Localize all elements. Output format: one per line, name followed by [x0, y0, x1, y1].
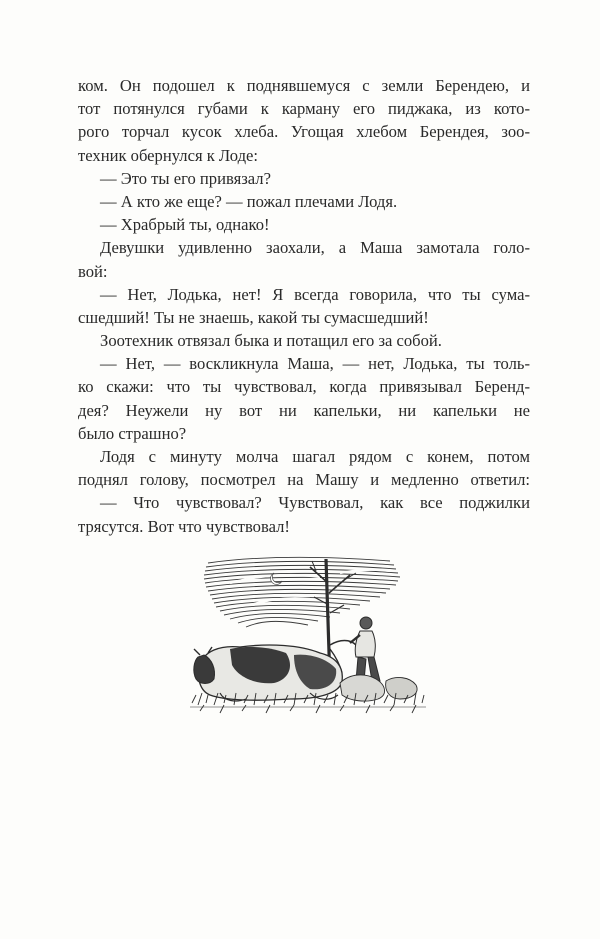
text-line: Зоотехник отвязал быка и потащил его за собой. [100, 331, 442, 351]
text-line: поднял голову, посмотрел на Машу и медленно ответил: [78, 470, 530, 490]
text-line: Девушки удивленно заохали, а Маша замотала голо- [100, 238, 530, 258]
text-line: Лодя с минуту молча шагал рядом с конем, потом [100, 447, 530, 466]
text-line: рого торчал кусок хлеба. Угощая хлебом Берендея, зоо- [78, 122, 530, 142]
dialogue-line: — Храбрый ты, однако! [100, 215, 270, 235]
dialogue-line: — Нет, Лодька, нет! Я всегда говорила, что ты сума- [100, 284, 530, 304]
dialogue-line: — Нет, — воскликнула Маша, — нет, Лодька, ты толь- [100, 354, 530, 374]
dialogue-line: — Что чувствовал? Чувствовал, как все поджилки [100, 493, 530, 513]
bull-illustration [190, 553, 426, 727]
text-line: вой: [78, 261, 108, 281]
text-line: тот потянулся губами к карману его пиджака, из кото- [78, 99, 530, 119]
text-line: техник обернулся к Лоде: [78, 145, 259, 165]
sky-hatching [204, 557, 400, 627]
dialogue-line: трясутся. Вот что чувствовал! [78, 516, 290, 536]
boy [350, 617, 380, 681]
dialogue-line: дея? Неужели ну вот ни капельки, ни капельки не [78, 400, 530, 420]
dialogue-line: ко скажи: что ты чувствовал, когда привязывал Беренд- [78, 377, 530, 397]
dialogue-line: сшедший! Ты не знаешь, какой ты сумасшедший! [78, 307, 429, 327]
dialogue-line: — Это ты его привязал? [100, 168, 271, 188]
bull [194, 645, 342, 701]
text-line: ком. Он подошел к поднявшемуся с земли Берендею, и [78, 76, 530, 95]
page-text [78, 74, 530, 538]
dialogue-line: было страшно? [78, 423, 187, 443]
dialogue-line: — А кто же еще? — пожал плечами Лодя. [100, 191, 398, 211]
